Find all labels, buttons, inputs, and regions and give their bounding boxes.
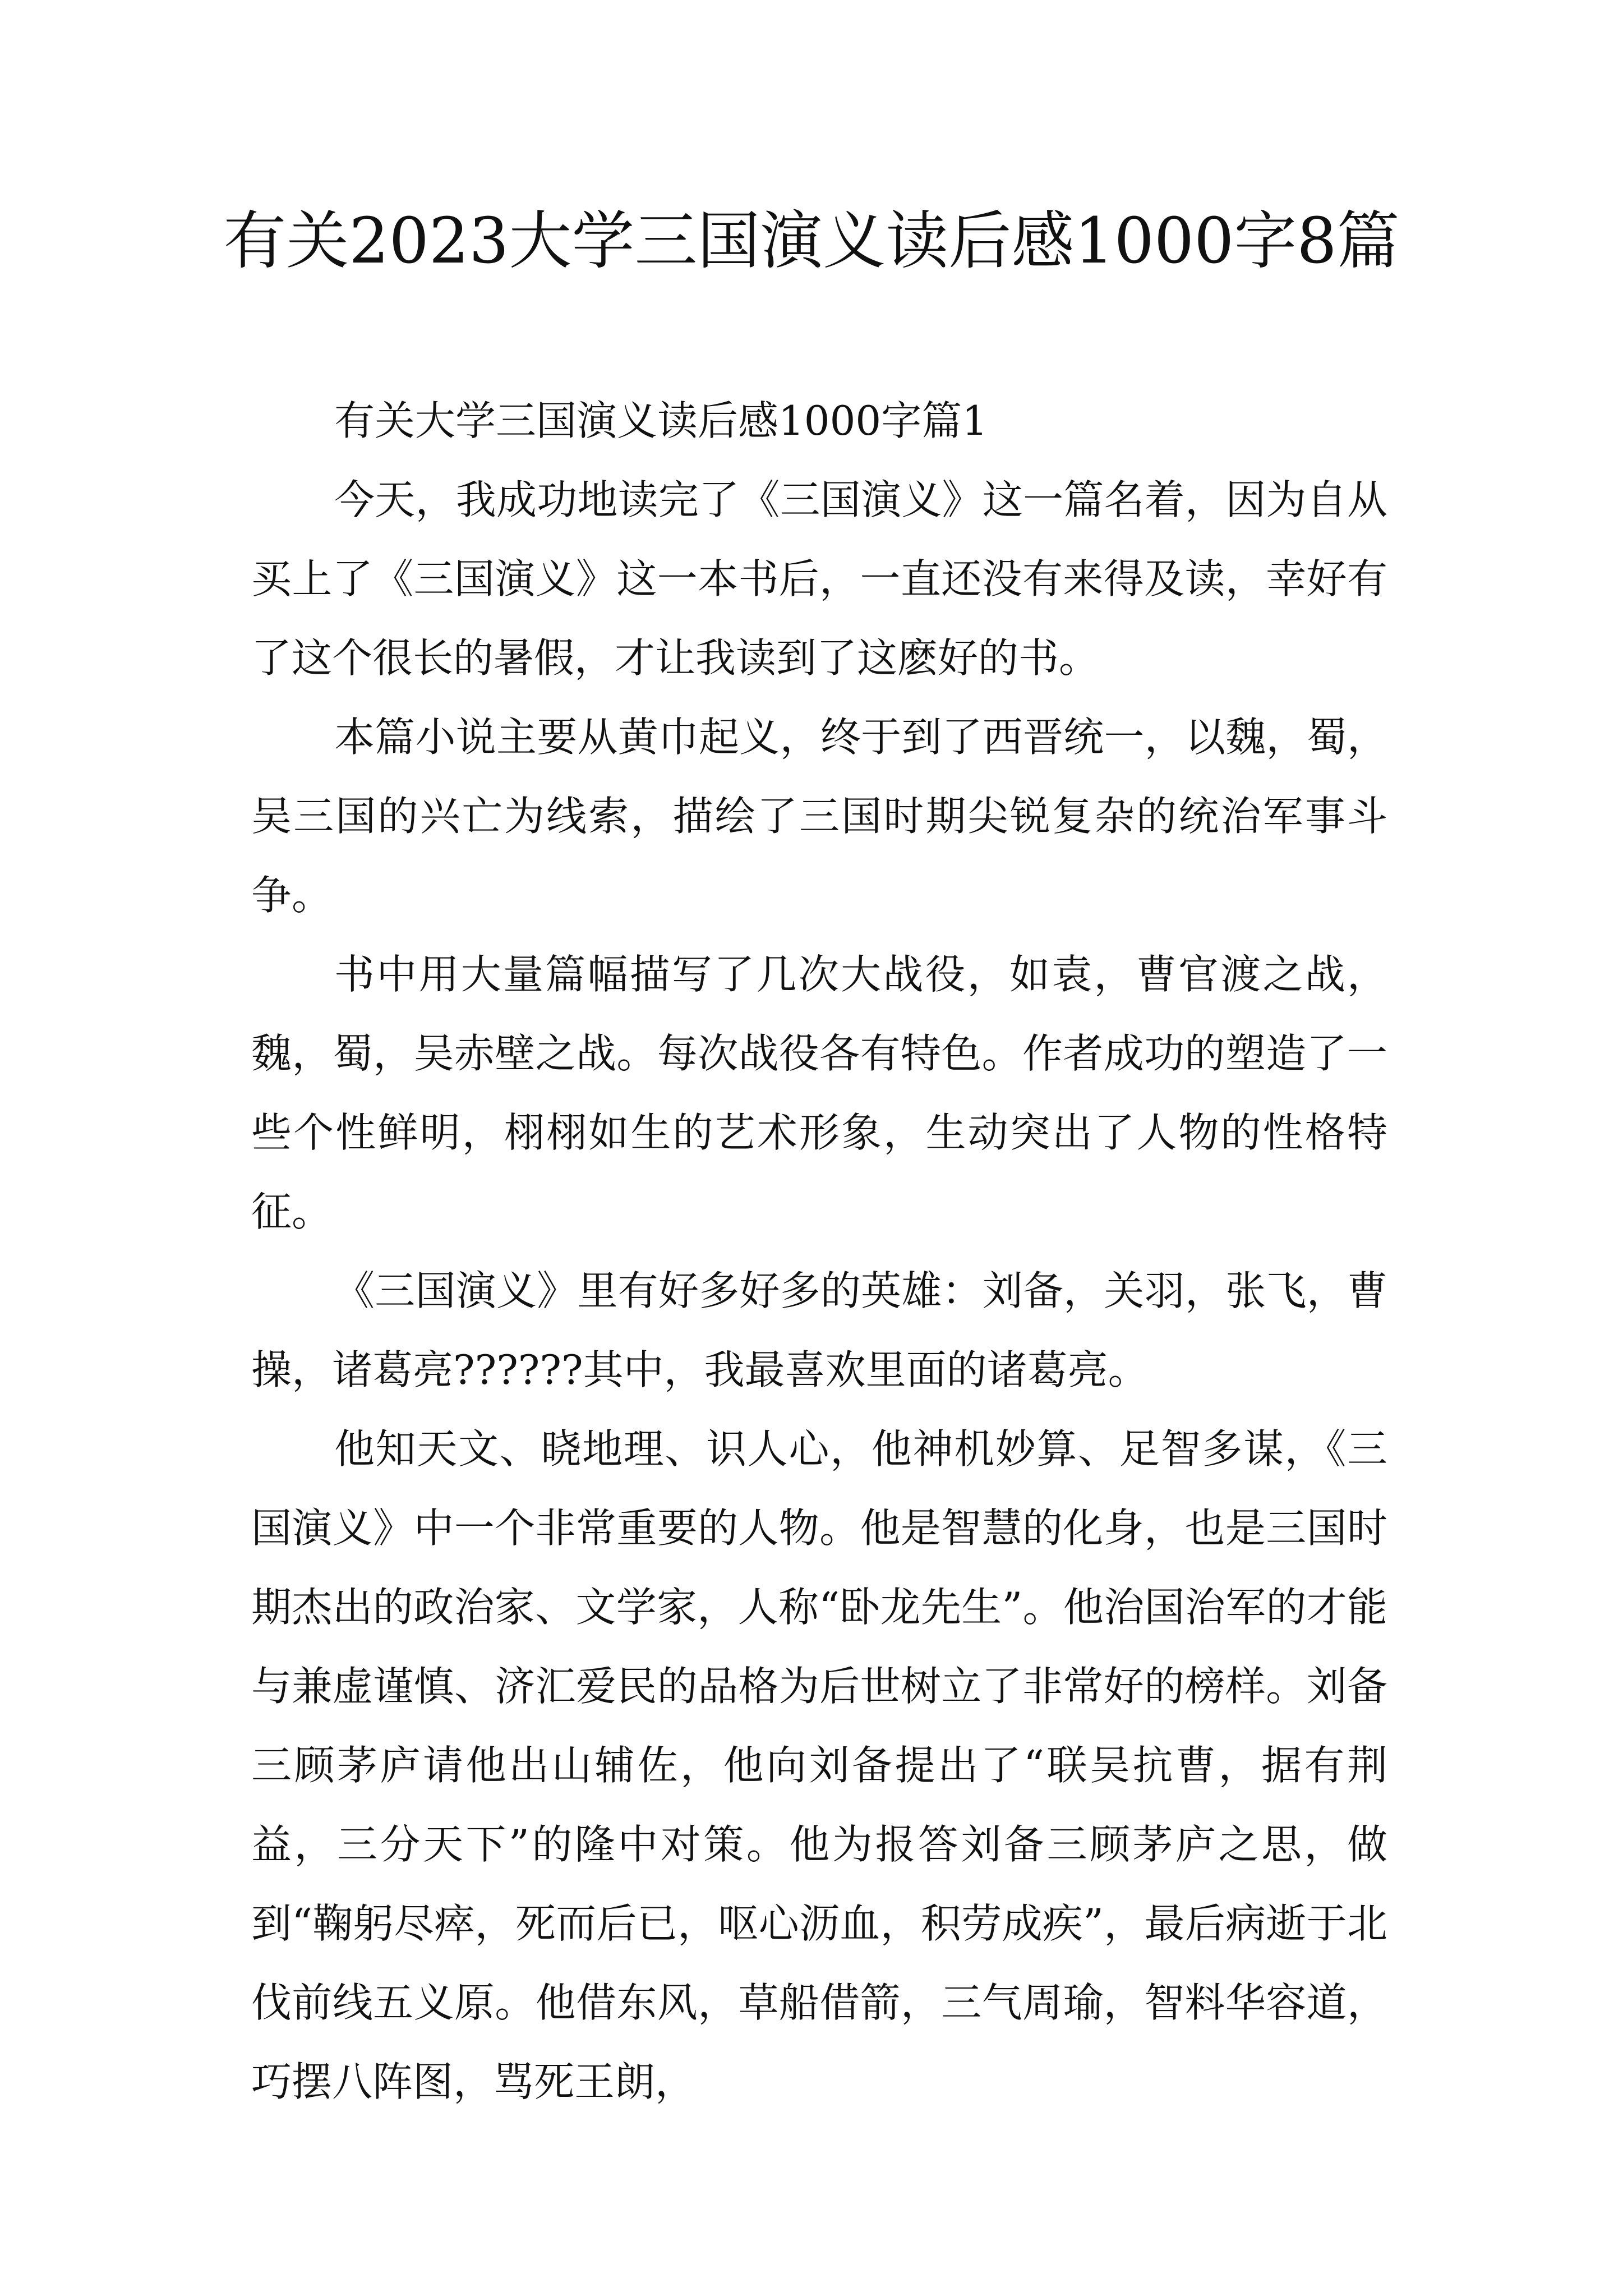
section-heading: 有关大学三国演义读后感1000字篇1 <box>334 397 988 444</box>
document-body <box>251 381 1387 2122</box>
paragraph-3: 书中用大量篇幅描写了几次大战役，如袁，曹官渡之战，魏，蜀，吴赤壁之战。每次战役各有特色。作者成功的塑造了一些个性鲜明，栩栩如生的艺术形象，生动突出了人物的性格特征。 <box>251 951 1387 1235</box>
paragraph-2: 本篇小说主要从黄巾起义，终于到了西晋统一，以魏，蜀，吴三国的兴亡为线索，描绘了三国时期尖锐复杂的统治军事斗争。 <box>251 714 1387 919</box>
paragraph-1: 今天，我成功地读完了《三国演义》这一篇名着，因为自从买上了《三国演义》这一本书后，一直还没有来得及读，幸好有了这个很长的暑假，才让我读到了这麽好的书。 <box>251 476 1387 682</box>
paragraph-5: 他知天文、晓地理、识人心，他神机妙算、足智多谋，《三国演义》中一个非常重要的人物。他是智慧的化身，也是三国时期杰出的政治家、文学家，人称“卧龙先生”。他治国治军的才能与兼虚谨慎、济汇爱民的品格为后世树立了非常好的榜样。刘备三顾茅庐请他出山辅佐，他向刘备提出了“联吴抗曹，据有荆益，三分天下”的隆中对策。他为报答刘备三顾茅庐之思，做到“鞠躬尽瘁，死而后已，呕心沥血，积劳成疾”，最后病逝于北伐前线五义原。他借东风，草船借箭，三气周瑜，智料华容道，巧摆八阵图，骂死王朗， <box>251 1425 1387 2105</box>
document-title: 有关2023大学三国演义读后感1000字8篇 <box>223 205 1400 278</box>
paragraph-4: 《三国演义》里有好多好多的英雄：刘备，关羽，张飞，曹操，诸葛亮??????其中，我最喜欢里面的诸葛亮。 <box>251 1267 1387 1393</box>
